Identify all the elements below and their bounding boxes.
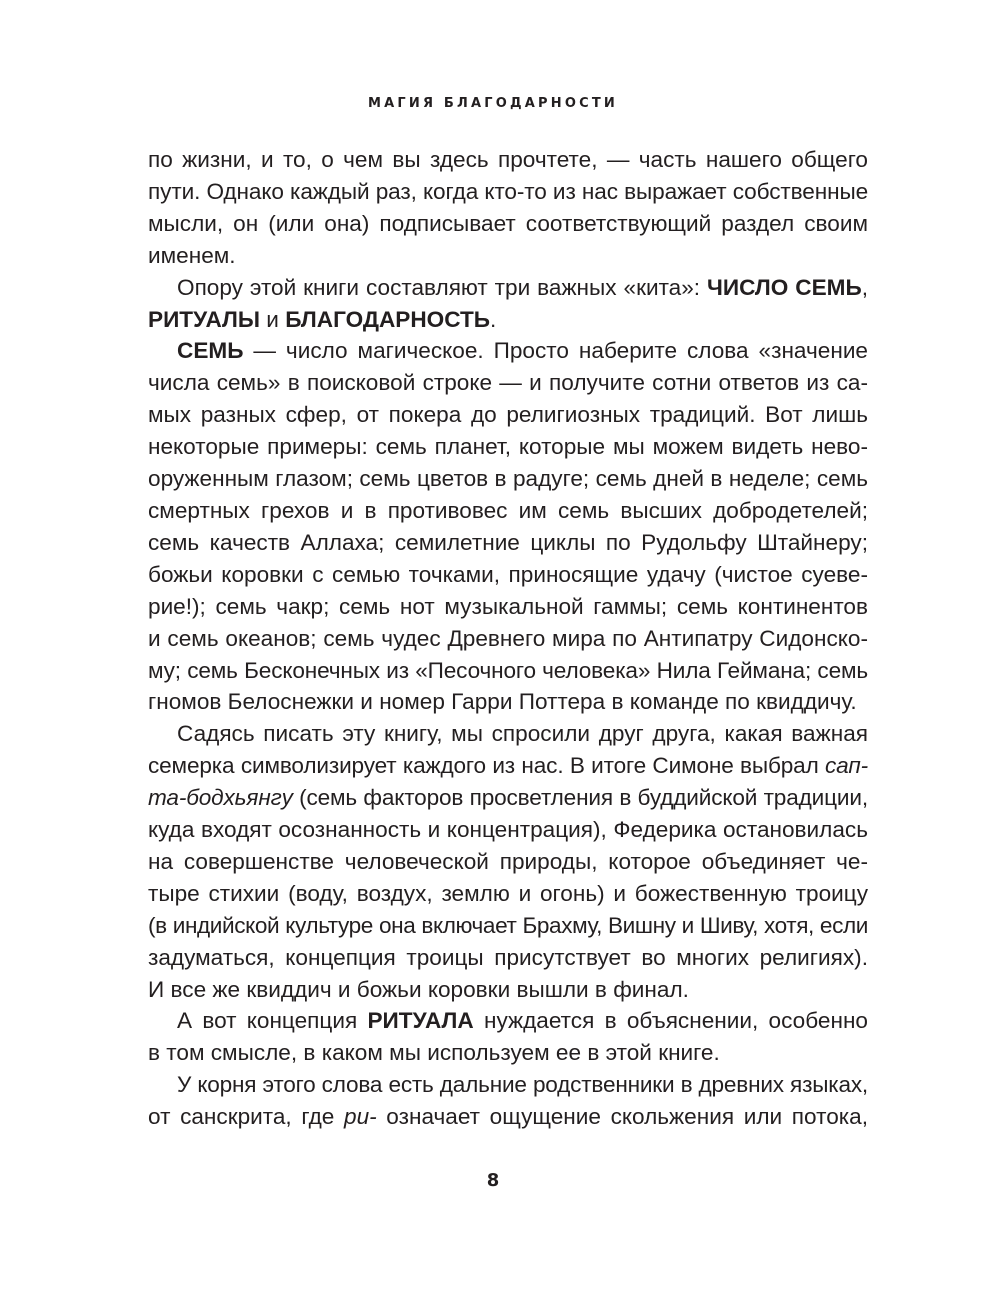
text-line — [148, 750, 868, 782]
text-line: семь качеств Аллаха; семилетние циклы по Рудольфу Штайнеру; — [148, 529, 868, 555]
text-run: семерка символизирует каждого из нас. В итоге Симоне выбрал — [148, 753, 826, 779]
text-run: нуждается в объяснении, особенно — [473, 1008, 868, 1034]
paragraph-3 — [148, 335, 868, 718]
text-line: У корня этого слова есть дальние родственники в древних языках, — [177, 1072, 868, 1098]
italic-term: сап- — [825, 753, 868, 779]
paragraph-5 — [148, 1005, 868, 1069]
text-line: тыре стихии (воду, воздух, землю и огонь) и божественную троицу — [148, 880, 868, 906]
text-run: А вот концепция — [177, 1008, 368, 1034]
text-line — [148, 272, 868, 304]
bold-term-gratitude: БЛАГОДАРНОСТЬ — [285, 306, 491, 332]
text-line: гномов Белоснежки и номер Гарри Поттера в команде по квиддичу. — [148, 689, 857, 715]
text-line: на совершенстве человеческой природы, которое объединяет че- — [148, 848, 868, 874]
text-line: в том смысле, в каком мы используем ее в этой книге. — [148, 1040, 720, 1066]
text-line: И все же квиддич и божьи коровки вышли в финал. — [148, 976, 689, 1002]
text-run: , — [861, 274, 868, 300]
paragraph-4 — [148, 718, 868, 1005]
bold-term-seven: СЕМЬ — [177, 338, 244, 364]
text-line: смертных грехов и в противовес им семь высших добродетелей; — [148, 497, 868, 523]
text-line: задуматься, концепция троицы присутствует во многих религиях). — [148, 944, 868, 970]
text-line: по жизни, и то, о чем вы здесь прочтете, — часть нашего общего — [148, 147, 868, 172]
page-number: 8 — [486, 1170, 500, 1191]
text-line: (в индийской культуре она включает Брахму, Вишну и Шиву, хотя, если — [148, 912, 868, 938]
body-text — [148, 144, 868, 1133]
italic-term: та-бодхьянгу — [148, 785, 293, 811]
text-line: пути. Однако каждый раз, когда кто-то из нас выражает собственные — [148, 178, 869, 204]
text-run: означает ощущение скольжения или потока, — [376, 1104, 868, 1130]
text-run: от санскрита, где — [148, 1104, 344, 1130]
text-line: му; семь Бесконечных из «Песочного человека» Нила Геймана; семь — [148, 657, 868, 683]
text-run: и — [260, 306, 286, 332]
italic-term: ри- — [344, 1104, 377, 1130]
text-line: и семь океанов; семь чудес Древнего мира по Антипатру Сидонско- — [148, 625, 868, 651]
bold-term-rituals: РИТУАЛЫ — [148, 306, 261, 332]
text-line: Садясь писать эту книгу, мы спросили друг друга, какая важная — [177, 721, 868, 747]
paragraph-2 — [148, 272, 868, 336]
text-line: божьи коровки с семью точками, приносящие удачу (чистое суеве- — [148, 561, 868, 587]
text-line: мых разных сфер, от покера до религиозных традиций. Вот лишь — [148, 402, 868, 428]
text-line: числа семь» в поисковой строке — и получите сотни ответов из са- — [148, 370, 868, 396]
running-title: МАГИЯ БЛАГОДАРНОСТИ — [368, 96, 618, 111]
bold-term-number-seven: ЧИСЛО СЕМЬ — [707, 274, 862, 300]
paragraph-1 — [148, 144, 868, 272]
bold-term-ritual: РИТУАЛА — [367, 1008, 474, 1034]
text-line: куда входят осознанность и концентрация), Федерика остановилась — [148, 817, 868, 843]
text-run: (семь факторов просветления в буддийской традиции, — [292, 785, 868, 811]
text-line — [148, 782, 868, 814]
text-run: Опору этой книги составляют три важных «кита»: — [177, 274, 708, 300]
text-run: — число магическое. Просто наберите слова «значение — [243, 338, 868, 364]
text-line: мысли, он (или она) подписывает соответствующий раздел своим — [148, 210, 868, 236]
text-line: рие!); семь чакр; семь нот музыкальной гаммы; семь континентов — [148, 593, 868, 619]
paragraph-6 — [148, 1069, 868, 1133]
text-line — [148, 335, 868, 367]
text-line — [148, 1005, 868, 1037]
text-line — [148, 1101, 868, 1133]
text-line: именем. — [148, 242, 236, 268]
text-line: оруженным глазом; семь цветов в радуге; семь дней в неделе; семь — [148, 466, 868, 492]
text-line — [148, 304, 868, 336]
text-run: . — [490, 306, 497, 332]
text-line: некоторые примеры: семь планет, которые мы можем видеть нево- — [148, 434, 868, 460]
